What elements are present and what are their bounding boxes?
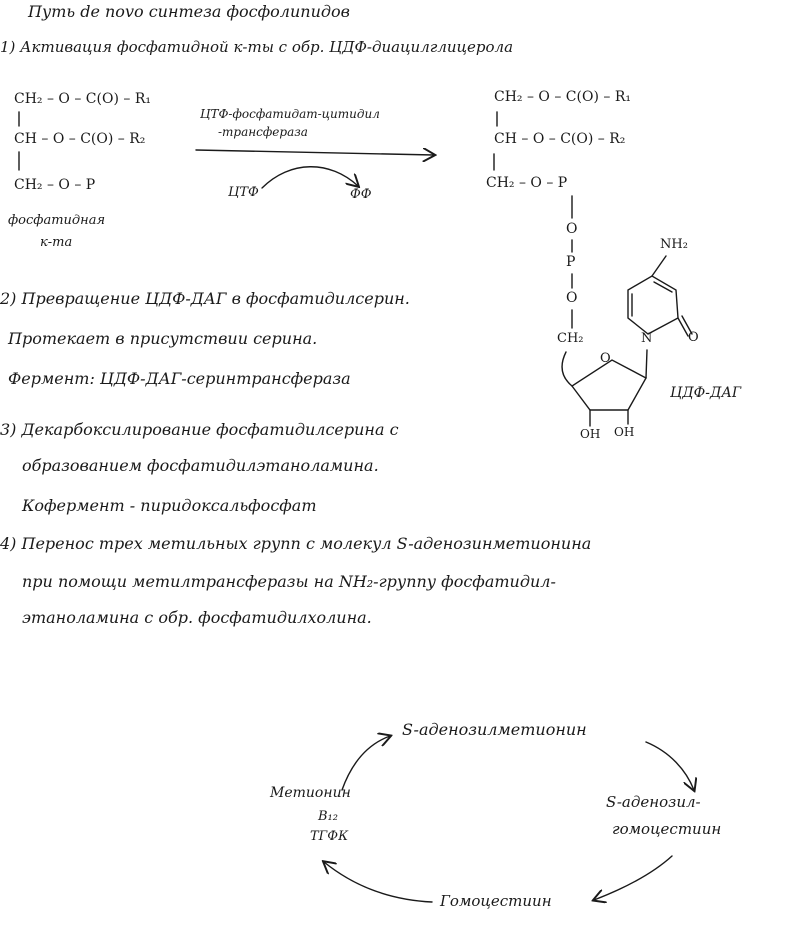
pa-line-1: CH₂ – O – C(O) – R₁	[14, 91, 151, 107]
enzyme-line-2: -трансфераза	[218, 125, 308, 139]
step3-line-1: 3) Декарбоксилирование фосфатидилсерина с	[0, 420, 399, 439]
cytosine-n: N	[641, 331, 653, 346]
cycle-homocysteine: Гомоцестиин	[440, 892, 552, 910]
cycle-arrow-4	[324, 862, 432, 902]
cdp-dag-name: ЦДФ-ДАГ	[670, 385, 742, 401]
chain-p: P	[566, 254, 576, 270]
ribose-ch2: CH₂	[557, 331, 584, 346]
ribose-ring	[572, 360, 646, 410]
step4-line-1: 4) Перенос трех метильных групп с молекул S-аденозинметионина	[0, 534, 592, 553]
cdp-dag-line-3: CH₂ – O – P	[486, 175, 568, 191]
ctp-ppi-arrow	[262, 167, 358, 188]
chain-o-1: O	[566, 221, 578, 237]
step2-line-2: Протекает в присутствии серина.	[8, 329, 318, 348]
step3-line-3: Кофермент - пиридоксальфосфат	[22, 496, 317, 515]
cycle-thf: ТГФК	[310, 829, 349, 844]
step4-line-3: этаноламина с обр. фосфатидилхолина.	[22, 608, 372, 627]
cytosine-co-bond	[678, 318, 688, 336]
cycle-sah-1: S-аденозил-	[606, 793, 701, 811]
pa-line-3: CH₂ – O – P	[14, 177, 96, 193]
cycle-sah-2: гомоцестиин	[612, 820, 722, 838]
step1-heading: 1) Активация фосфатидной к-ты с обр. ЦДФ-диацилглицерола	[0, 38, 514, 56]
ribose-bond-ch2	[562, 352, 572, 386]
cytosine-double-2	[654, 282, 672, 292]
pa-name-1: фосфатидная	[8, 213, 106, 228]
cdp-dag-line-2: CH – O – C(O) – R₂	[494, 131, 626, 147]
cytosine-nh2-bond	[652, 256, 666, 276]
step2-line-1: 2) Превращение ЦДФ-ДАГ в фосфатидилсерин.	[0, 289, 410, 308]
page-title: Путь de novo синтеза фосфолипидов	[28, 2, 350, 21]
pa-name-2: к-та	[40, 235, 73, 250]
ctp-label: ЦТФ	[228, 185, 259, 200]
cycle-arrow-3	[594, 856, 672, 900]
ribose-ring-o: O	[600, 351, 611, 366]
reaction-arrow	[196, 150, 434, 155]
cdp-dag-line-1: CH₂ – O – C(O) – R₁	[494, 89, 631, 105]
chain-o-2: O	[566, 290, 578, 306]
ppi-label: ФФ	[350, 187, 372, 202]
cycle-arrow-2	[646, 742, 694, 790]
cycle-b12: B₁₂	[318, 809, 338, 824]
cytosine-o: O	[688, 330, 699, 345]
cycle-sam: S-аденозилметионин	[402, 720, 587, 739]
cytosine-ring	[628, 276, 678, 334]
ribose-oh-2: OH	[614, 425, 635, 439]
cycle-arrow-1	[342, 736, 390, 790]
glycosidic-bond	[646, 350, 647, 378]
step4-line-2: при помощи метилтрансферазы на NH₂-группу фосфатидил-	[22, 572, 556, 591]
pa-line-2: CH – O – C(O) – R₂	[14, 131, 146, 147]
cytosine-nh2: NH₂	[660, 237, 688, 252]
cycle-methionine: Метионин	[270, 785, 351, 801]
cytosine-co-double	[682, 316, 692, 334]
ribose-oh-1: OH	[580, 427, 601, 441]
enzyme-line-1: ЦТФ-фосфатидат-цитидил	[200, 107, 380, 121]
step2-line-3: Фермент: ЦДФ-ДАГ-серинтрансфераза	[8, 369, 351, 388]
step3-line-2: образованием фосфатидилэтаноламина.	[22, 456, 379, 475]
